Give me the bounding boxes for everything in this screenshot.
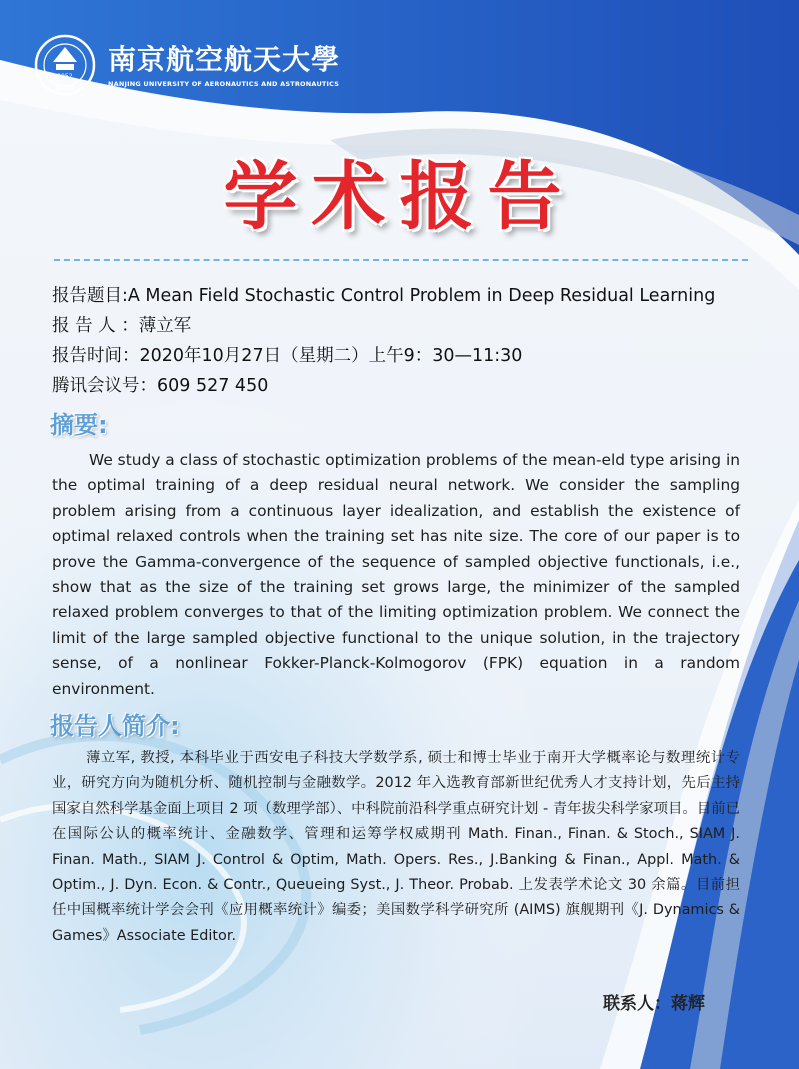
abstract-text: We study a class of stochastic optimization problems of the mean-eld type arising in the optimal training of a deep residual neural network. We consider the sampling problem arising from a continuous layer idealization, and establish the existence of optimal relaxed controls when the training set has nite size. The core of our paper is to prove the Gamma-convergence of the sequence of sampled objective functionals, i.e., show that as the size of the training set grows large, the minimizer of the sampled relaxed problem converges to that of the limiting optimization problem. We connect the limit of the large sampled objective functional to the unique solution, in the trajectory sense, of a nonlinear Fokker-Planck-Kolmogorov (FPK) equation in a random environment.: [52, 451, 740, 698]
report-topic: 报告题目:A Mean Field Stochastic Control Problem in Deep Residual Learning: [52, 286, 716, 306]
bio-heading: 报告人简介:: [50, 712, 180, 740]
contact-person: 联系人：蒋辉: [603, 994, 705, 1014]
abstract-heading: 摘要:: [50, 411, 108, 439]
seal-abbr: NUAA: [55, 85, 75, 92]
seal-year: 1952: [57, 73, 73, 80]
page-title: 学术报告: [223, 154, 576, 240]
report-speaker: 报 告 人 ：薄立军: [52, 316, 192, 336]
university-name-en: NANJING UNIVERSITY OF AERONAUTICS AND ASTRONAUTICS: [108, 80, 340, 88]
university-name-cn: 南京航空航天大學: [108, 43, 341, 76]
report-time: 报告时间：2020年10月27日（星期二）上午9：30—11:30: [52, 346, 523, 366]
university-logo: [34, 34, 341, 98]
bio-text: 薄立军, 教授, 本科毕业于西安电子科技大学数学系, 硕士和博士毕业于南开大学概率论与数理统计专业，研究方向为随机分析、随机控制与金融数学。2012 年入选教育部新世纪优秀人才支持计划，先后主持国家自然科学基金面上项目 2 项（数理学部）、中科院前沿科学重点研究计划 - 青年拔尖科学家项目。目前已在国际公认的概率统计、金融数学、管理和运筹学权威期刊 Math. Finan., Finan. & Stoch., SIAM J. Finan. Math., SIAM J. Control & Optim, Math. Opers. Res., J.Banking & Finan., Appl. Math. & Optim., J. Dyn. Econ. & Contr., Queueing Syst., J. Theor. Probab. 上发表学术论文 30 余篇。目前担任中国概率统计学会会刊《应用概率统计》编委；美国数学科学研究所 (AIMS) 旗舰期刊《J. Dynamics & Games》Associate Editor.: [52, 750, 740, 944]
divider: [54, 259, 748, 261]
university-seal-icon: [34, 34, 96, 96]
meeting-id: 腾讯会议号：609 527 450: [52, 376, 269, 396]
